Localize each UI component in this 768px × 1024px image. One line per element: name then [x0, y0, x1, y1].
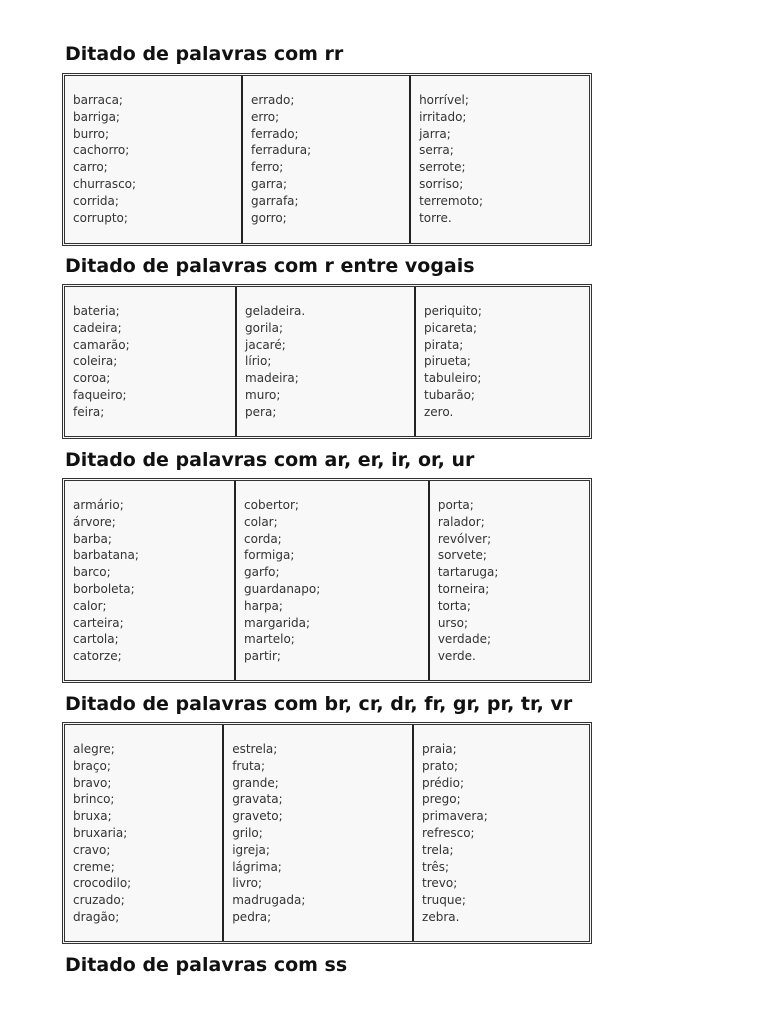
word-column [243, 76, 411, 243]
word-item: praia; [422, 742, 457, 756]
word-item: madrugada; [232, 893, 306, 908]
word-column [65, 76, 243, 243]
word-item: serra; [419, 143, 454, 158]
word-column [237, 287, 416, 436]
word-item: cravo; [73, 842, 111, 857]
word-item: prego; [422, 792, 461, 807]
word-item: gorila; [245, 320, 284, 335]
word-item: coleira; [73, 354, 118, 369]
word-column [65, 287, 237, 436]
word-item: ralador; [437, 514, 485, 529]
word-item: geladeira. [245, 304, 306, 318]
word-item: torta; [437, 598, 471, 613]
word-item: braço; [73, 758, 111, 773]
word-item: fruta; [232, 758, 266, 773]
word-item: armário; [73, 498, 124, 512]
word-item: garrafa; [250, 193, 299, 208]
word-item: zebra. [422, 909, 460, 924]
word-item: lírio; [245, 354, 272, 369]
word-item: garfo; [244, 565, 280, 580]
word-item: cartola; [73, 632, 119, 647]
word-column [414, 725, 589, 941]
word-item: prédio; [422, 775, 465, 790]
word-column [65, 725, 224, 941]
word-item: gorro; [250, 210, 287, 225]
word-table-consonant-clusters [62, 722, 592, 944]
word-item: sorriso; [419, 176, 464, 191]
word-item: sorvete; [437, 548, 487, 563]
word-item: torneira; [437, 581, 490, 596]
word-item: periquito; [424, 304, 482, 318]
section-title-r-entre-vogais: Ditado de palavras com r entre vogais [65, 255, 475, 277]
word-item: colar; [244, 514, 278, 529]
section-title-ar-er-ir-or-ur: Ditado de palavras com ar, er, ir, or, ur [65, 449, 475, 471]
word-item: revólver; [437, 531, 492, 546]
word-item: erro; [250, 109, 280, 124]
word-item: partir; [244, 649, 281, 664]
word-item: barraca; [73, 93, 123, 107]
word-item: bruxaria; [73, 825, 128, 840]
word-item: verde. [437, 649, 476, 664]
word-item: camarão; [73, 337, 130, 352]
word-item: livro; [232, 876, 263, 891]
word-item: porta; [437, 498, 474, 512]
word-item: tubarão; [424, 387, 475, 402]
word-item: pirueta; [424, 354, 471, 369]
word-item: trevo; [422, 876, 458, 891]
word-item: barriga; [73, 109, 120, 124]
word-column [224, 725, 414, 941]
word-item: margarida; [244, 615, 311, 630]
section-title-rr: Ditado de palavras com rr [65, 43, 344, 65]
word-item: três; [422, 859, 450, 874]
word-item: carro; [73, 160, 108, 175]
word-column [411, 76, 589, 243]
word-item: trela; [422, 842, 454, 857]
word-item: barbatana; [73, 548, 139, 563]
word-item: graveto; [232, 809, 283, 824]
word-item: brinco; [73, 792, 115, 807]
word-item: ferradura; [250, 143, 312, 158]
word-item: corrida; [73, 193, 119, 208]
word-item: irritado; [419, 109, 467, 124]
word-item: ferrado; [250, 126, 299, 141]
word-item: cruzado; [73, 893, 125, 908]
word-item: feira; [73, 404, 105, 419]
word-item: truque; [422, 893, 466, 908]
word-item: pirata; [424, 337, 464, 352]
word-item: crocodilo; [73, 876, 132, 891]
word-item: tartaruga; [437, 565, 499, 580]
word-item: pedra; [232, 909, 272, 924]
word-item: bravo; [73, 775, 112, 790]
word-item: urso; [437, 615, 469, 630]
word-item: horrível; [419, 93, 469, 107]
word-item: tabuleiro; [424, 371, 482, 386]
word-item: cadeira; [73, 320, 122, 335]
word-item: barco; [73, 565, 111, 580]
word-item: bateria; [73, 304, 120, 318]
word-item: refresco; [422, 825, 475, 840]
word-item: estrela; [232, 742, 278, 756]
word-column [416, 287, 589, 436]
word-table-rr [62, 73, 592, 246]
word-item: árvore; [73, 514, 116, 529]
word-column [236, 481, 430, 680]
word-item: ferro; [250, 160, 284, 175]
word-item: picareta; [424, 320, 478, 335]
word-table-ar-er-ir-or-ur [62, 478, 592, 683]
word-item: cobertor; [244, 498, 299, 512]
word-item: coroa; [73, 371, 111, 386]
word-item: calor; [73, 598, 107, 613]
word-item: burro; [73, 126, 109, 141]
word-item: jarra; [419, 126, 451, 141]
word-item: corrupto; [73, 210, 128, 225]
word-item: garra; [250, 176, 287, 191]
word-item: muro; [245, 387, 281, 402]
word-item: cachorro; [73, 143, 130, 158]
word-item: errado; [250, 93, 295, 107]
word-item: catorze; [73, 649, 122, 664]
word-item: formiga; [244, 548, 295, 563]
word-item: faqueiro; [73, 387, 127, 402]
word-item: madeira; [245, 371, 299, 386]
word-item: primavera; [422, 809, 488, 824]
word-item: zero. [424, 404, 454, 419]
word-column [65, 481, 236, 680]
word-item: dragão; [73, 909, 120, 924]
word-item: gravata; [232, 792, 283, 807]
section-title-consonant-clusters: Ditado de palavras com br, cr, dr, fr, gr, pr, tr, vr [65, 693, 573, 715]
word-item: alegre; [73, 742, 115, 756]
word-item: serrote; [419, 160, 466, 175]
word-item: torre. [419, 210, 452, 225]
word-item: igreja; [232, 842, 270, 857]
word-item: borboleta; [73, 581, 135, 596]
word-item: verdade; [437, 632, 492, 647]
word-item: harpa; [244, 598, 283, 613]
word-item: bruxa; [73, 809, 112, 824]
word-item: grande; [232, 775, 279, 790]
word-item: churrasco; [73, 176, 137, 191]
word-item: pera; [245, 404, 277, 419]
section-title-ss: Ditado de palavras com ss [65, 954, 348, 976]
word-item: lágrima; [232, 859, 282, 874]
word-item: corda; [244, 531, 282, 546]
word-item: jacaré; [245, 337, 286, 352]
word-table-r-entre-vogais [62, 284, 592, 439]
word-item: creme; [73, 859, 115, 874]
word-column [430, 481, 589, 680]
word-item: carteira; [73, 615, 124, 630]
word-item: guardanapo; [244, 581, 321, 596]
word-item: grilo; [232, 825, 263, 840]
word-item: terremoto; [419, 193, 484, 208]
word-item: prato; [422, 758, 459, 773]
word-item: barba; [73, 531, 112, 546]
word-item: martelo; [244, 632, 295, 647]
